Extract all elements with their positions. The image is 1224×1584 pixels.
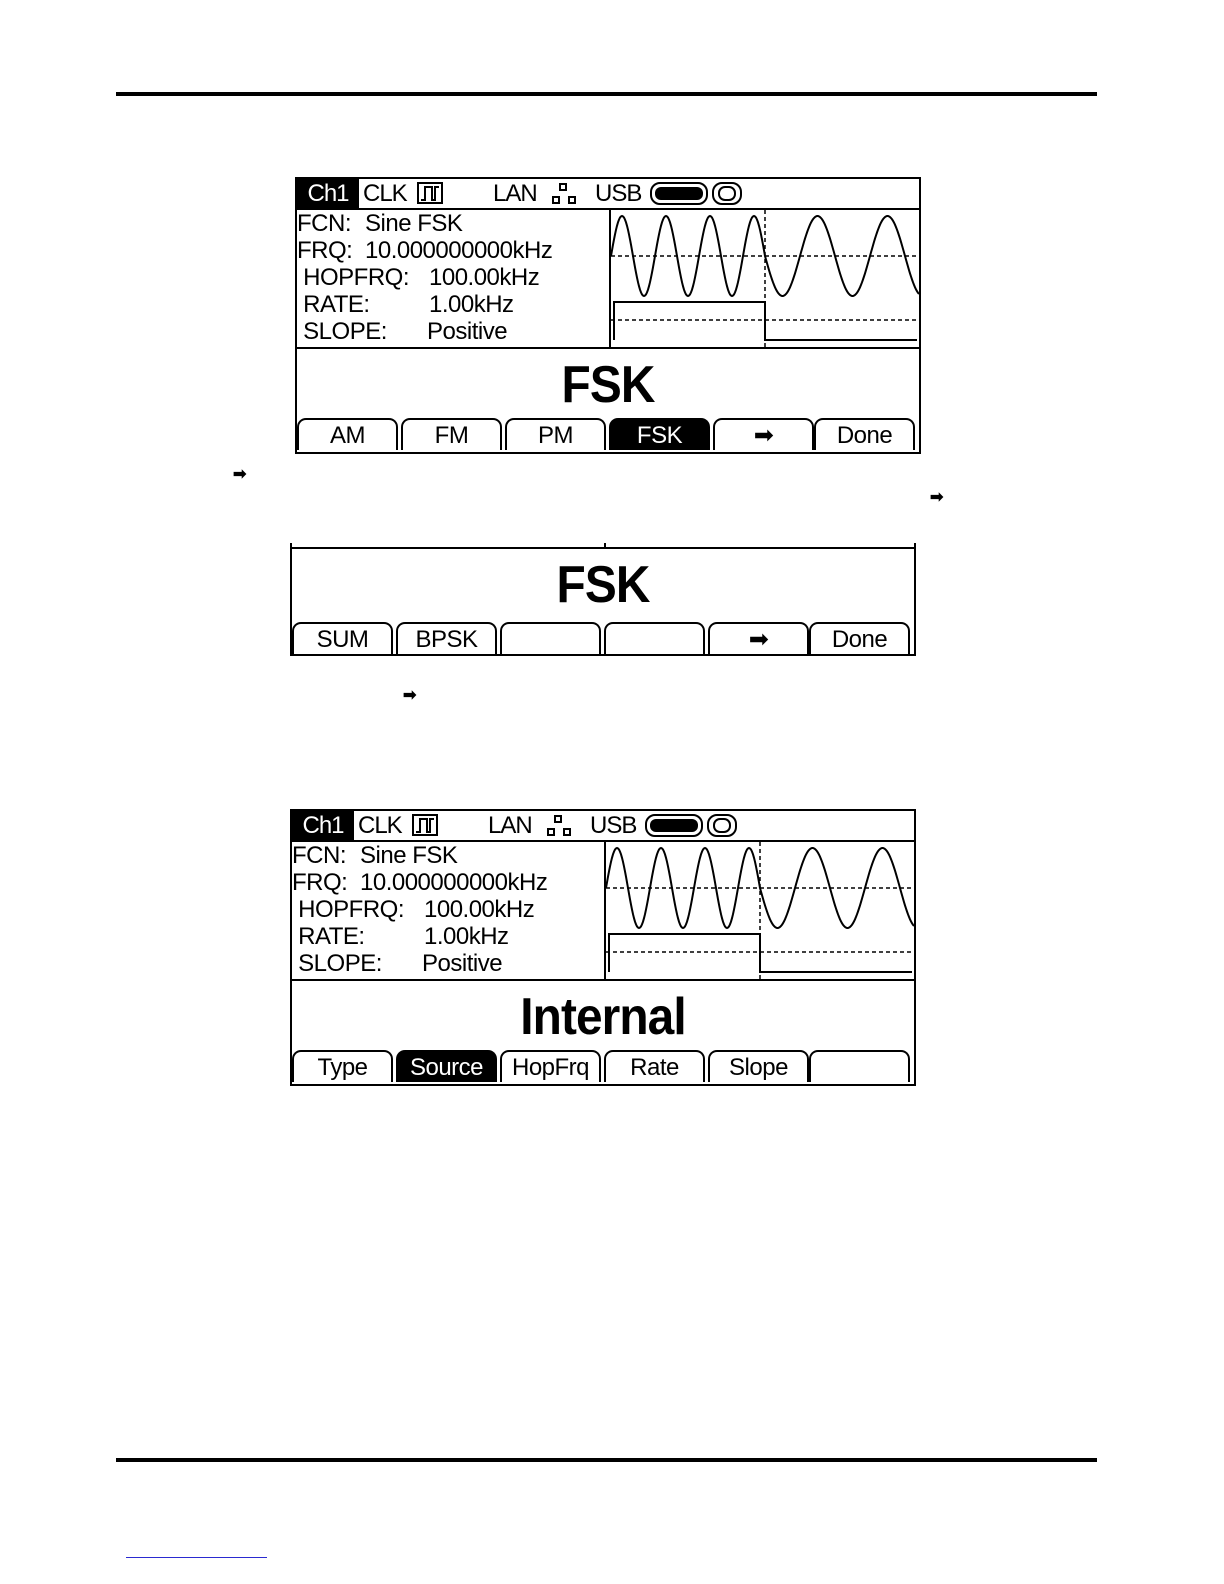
softkey-slope[interactable]: Slope xyxy=(708,1050,809,1082)
softkey-fm[interactable]: FM xyxy=(401,418,502,450)
softkey-blank-6[interactable] xyxy=(809,1050,910,1082)
parameter-panel xyxy=(297,210,611,347)
square-modulation-trace xyxy=(614,302,917,340)
big-parameter-text: Internal xyxy=(520,988,686,1046)
lcd-screen-fsk-menu xyxy=(295,177,921,454)
softkey-next-arrow[interactable]: ➡ xyxy=(713,418,814,450)
arrow-right-icon: ➡ xyxy=(233,466,247,483)
param-row-fcn: FCN: Sine FSK xyxy=(297,210,463,237)
softkey-row xyxy=(297,418,919,452)
softkey-pm[interactable]: PM xyxy=(505,418,606,450)
clock-pulse-icon xyxy=(417,182,443,204)
channel-indicator: Ch1 xyxy=(297,179,359,208)
lcd-screen-fsk-source xyxy=(290,809,916,1086)
softkey-done[interactable]: Done xyxy=(809,622,910,654)
param-row-rate: RATE: 1.00kHz xyxy=(292,923,509,950)
softkey-type[interactable]: Type xyxy=(292,1050,393,1082)
param-row-frq: FRQ: 10.000000000kHz xyxy=(292,869,548,896)
channel-indicator: Ch1 xyxy=(292,811,354,840)
lcd-screen-fsk-menu-page2 xyxy=(290,543,916,656)
softkey-next-arrow[interactable]: ➡ xyxy=(708,622,809,654)
softkey-bpsk[interactable]: BPSK xyxy=(396,622,497,654)
parameter-display xyxy=(297,347,919,420)
footer-link-underline xyxy=(126,1557,267,1558)
clock-pulse-icon xyxy=(412,814,438,836)
usb-label: USB xyxy=(590,812,637,839)
softkey-sum[interactable]: SUM xyxy=(292,622,393,654)
square-modulation-trace xyxy=(609,934,912,972)
status-bar xyxy=(297,179,919,210)
parameter-panel xyxy=(292,842,606,979)
clk-label: CLK xyxy=(363,180,407,207)
param-row-hopfrq: HOPFRQ: 100.00kHz xyxy=(292,896,535,923)
softkey-blank-4[interactable] xyxy=(604,622,705,654)
parameter-display xyxy=(292,549,914,620)
big-parameter-text: FSK xyxy=(561,356,655,414)
header-rule xyxy=(116,92,1097,96)
status-bar xyxy=(292,811,914,842)
fsk-waveform-preview xyxy=(606,842,914,979)
softkey-source[interactable]: Source xyxy=(396,1050,497,1082)
softkey-row xyxy=(292,622,914,656)
softkey-rate[interactable]: Rate xyxy=(604,1050,705,1082)
lan-label: LAN xyxy=(493,180,537,207)
param-row-rate: RATE: 1.00kHz xyxy=(297,291,514,318)
param-row-hopfrq: HOPFRQ: 100.00kHz xyxy=(297,264,540,291)
arrow-right-icon: ➡ xyxy=(403,687,417,704)
softkey-row xyxy=(292,1050,914,1084)
softkey-blank-3[interactable] xyxy=(500,622,601,654)
usb-storage-icon xyxy=(644,813,740,838)
clk-label: CLK xyxy=(358,812,402,839)
softkey-am[interactable]: AM xyxy=(297,418,398,450)
param-row-fcn: FCN: Sine FSK xyxy=(292,842,458,869)
network-icon xyxy=(551,182,579,206)
usb-label: USB xyxy=(595,180,642,207)
softkey-done[interactable]: Done xyxy=(814,418,915,450)
parameter-display xyxy=(292,979,914,1052)
param-row-slope: SLOPE: Positive xyxy=(297,318,508,345)
lan-label: LAN xyxy=(488,812,532,839)
softkey-fsk[interactable]: FSK xyxy=(609,418,710,450)
usb-storage-icon xyxy=(649,181,745,206)
param-row-slope: SLOPE: Positive xyxy=(292,950,503,977)
big-parameter-text: FSK xyxy=(556,556,650,614)
footer-rule xyxy=(116,1458,1097,1462)
arrow-right-icon: ➡ xyxy=(930,489,944,506)
softkey-hopfrq[interactable]: HopFrq xyxy=(500,1050,601,1082)
param-row-frq: FRQ: 10.000000000kHz xyxy=(297,237,553,264)
fsk-waveform-preview xyxy=(611,210,919,347)
network-icon xyxy=(546,814,574,838)
